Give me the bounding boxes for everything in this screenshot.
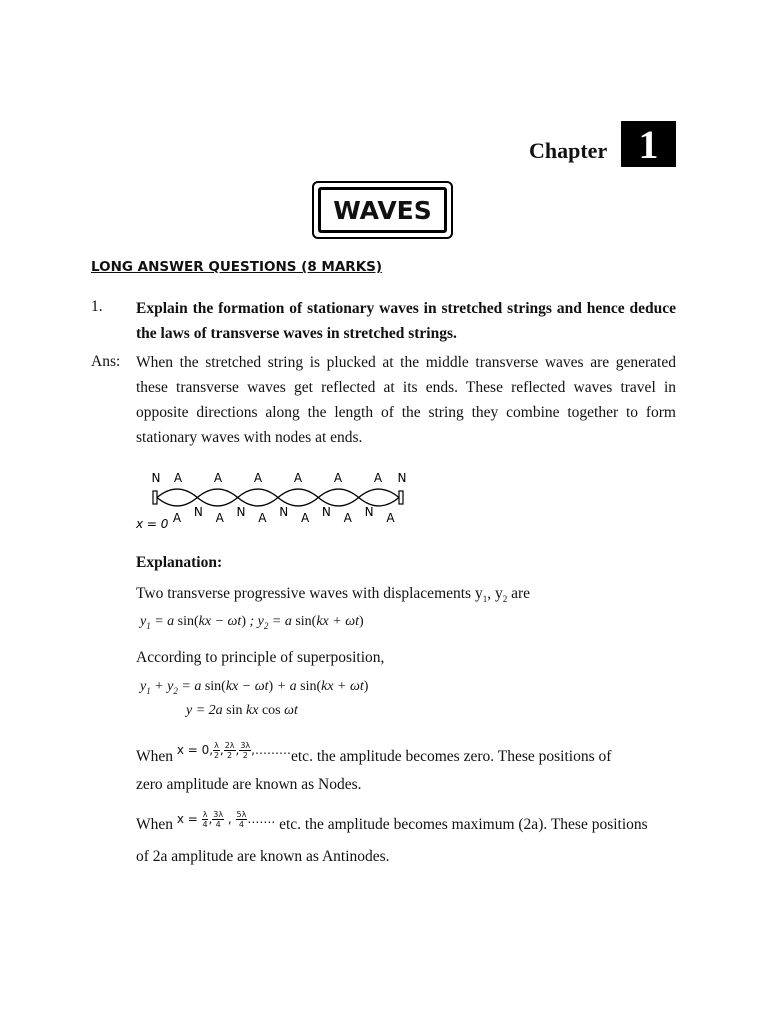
wave-loop-top (359, 489, 399, 497)
intro-mid: , y (487, 585, 503, 602)
antinode-frac-3 (236, 810, 248, 829)
nodes-x-expr: x = 0, λ 2 , 2λ 2 , 3λ 2 ,……… (176, 741, 291, 760)
page-title: WAVES (318, 187, 447, 233)
node-antinode-label-bottom: A (215, 511, 224, 525)
answer-label: Ans: (91, 353, 121, 370)
wave-equations: $y_1 = a$ sin(kx − ωt) ; $y_2 = a$ sin(kx + ωt) (140, 614, 364, 631)
right-clamp (399, 491, 403, 504)
frac-den: 2 (227, 751, 233, 760)
answer-text: When the stretched string is plucked at the middle transverse waves are generated these transverse waves get reflected at its ends. These reflected waves travel in opposite directions along the length of the string they combine together to form stationary waves with nodes at ends. (136, 354, 676, 446)
antinode-frac-1 (202, 810, 209, 829)
node-frac-3 (239, 741, 251, 760)
node-antinode-label-bottom: A (172, 511, 182, 525)
wave-loops (157, 489, 399, 506)
left-clamp (153, 491, 157, 504)
node-antinode-label-top: A (213, 471, 223, 485)
antinodes-when: When (136, 816, 174, 833)
wave-loop-bottom (157, 498, 197, 506)
node-antinode-label-bottom: N (279, 505, 289, 519)
antinodes-rest-a: etc. the amplitude becomes maximum (2a). These positions (275, 816, 648, 833)
chapter-label: Chapter (529, 138, 608, 163)
nodes-line (136, 741, 676, 770)
frac-num: λ (214, 741, 219, 750)
question-number: 1. (91, 298, 103, 315)
bottom-labels (173, 505, 395, 525)
node-frac-2 (224, 741, 236, 760)
antinodes-dots: ……. (247, 812, 276, 826)
node-antinode-label-bottom: N (236, 505, 246, 519)
superposition-text: According to principle of superposition, (136, 649, 385, 666)
frac-den: 4 (238, 820, 244, 829)
section-heading: LONG ANSWER QUESTIONS (8 MARKS) (91, 259, 383, 275)
explanation-heading: Explanation: (136, 554, 223, 571)
antinodes-expr: x = (176, 812, 198, 826)
node-antinode-label-top: A (253, 471, 263, 485)
node-antinode-label-bottom: N (364, 505, 374, 519)
node-antinode-label-top: A (293, 471, 303, 485)
frac-den: 4 (202, 820, 208, 829)
origin-label: x = 0 (136, 517, 169, 531)
nodes-dots: ……… (255, 743, 291, 757)
wave-loop-top (157, 489, 197, 497)
wave-loop-top (238, 489, 278, 497)
node-antinode-label-bottom: N (193, 505, 203, 519)
antinodes-line (136, 812, 676, 838)
frac-den: 2 (242, 751, 248, 760)
resultant-equation: y = 2a sin kx cos ωt (186, 703, 298, 718)
node-antinode-label-top: N (151, 471, 161, 485)
superposition-equation: $y_1 + y_2 = a$ sin(kx − ωt) + a sin(kx + ωt) (140, 679, 369, 696)
node-frac-1 (213, 741, 220, 760)
wave-loop-top (197, 489, 237, 497)
node-antinode-label-bottom: A (258, 511, 267, 525)
frac-num: 3λ (240, 741, 251, 750)
nodes-expr: x = 0, (176, 743, 214, 757)
node-antinode-label-top: A (173, 471, 183, 485)
top-labels (152, 471, 407, 485)
wave-loop-top (318, 489, 358, 497)
intro-sub-2: 2 (502, 594, 508, 605)
frac-num: 5λ (236, 810, 247, 819)
frac-num: 3λ (213, 810, 224, 819)
wave-loop-top (278, 489, 318, 497)
node-antinode-label-bottom: A (343, 511, 352, 525)
frac-den: 2 (213, 751, 220, 760)
frac-den: 4 (215, 820, 221, 829)
frac-num: 2λ (224, 741, 235, 750)
nodes-when: When (136, 748, 174, 765)
intro-text: Two transverse progressive waves with displacements y (136, 585, 483, 602)
antinodes-line-2: of 2a amplitude are known as Antinodes. (136, 848, 390, 865)
nodes-rest-a: etc. the amplitude becomes zero. These positions of (291, 748, 612, 765)
frac-num: λ (202, 810, 208, 819)
node-antinode-label-bottom: N (321, 505, 331, 519)
node-antinode-label-top: A (333, 471, 343, 485)
nodes-line-2: zero amplitude are known as Nodes. (136, 776, 362, 793)
wave-loop-bottom (197, 498, 237, 506)
intro-sub-1: 1 (482, 594, 488, 605)
node-antinode-label-bottom: A (386, 511, 395, 525)
antinode-frac-2 (212, 810, 224, 829)
antinodes-x-expr: x = λ 4 , 3λ 4 , 5λ 4 ……. (176, 810, 276, 829)
explanation-intro (136, 581, 530, 612)
stationary-wave-diagram (134, 466, 424, 532)
question-text: Explain the formation of stationary waves in stretched strings and hence deduce the laws of transverse waves in stretched strings. (136, 300, 676, 342)
node-antinode-label-top: A (373, 471, 383, 485)
intro-end: are (507, 585, 531, 602)
chapter-number: 1 (621, 121, 676, 167)
node-antinode-label-top: N (397, 471, 407, 485)
node-antinode-label-bottom: A (300, 511, 310, 525)
